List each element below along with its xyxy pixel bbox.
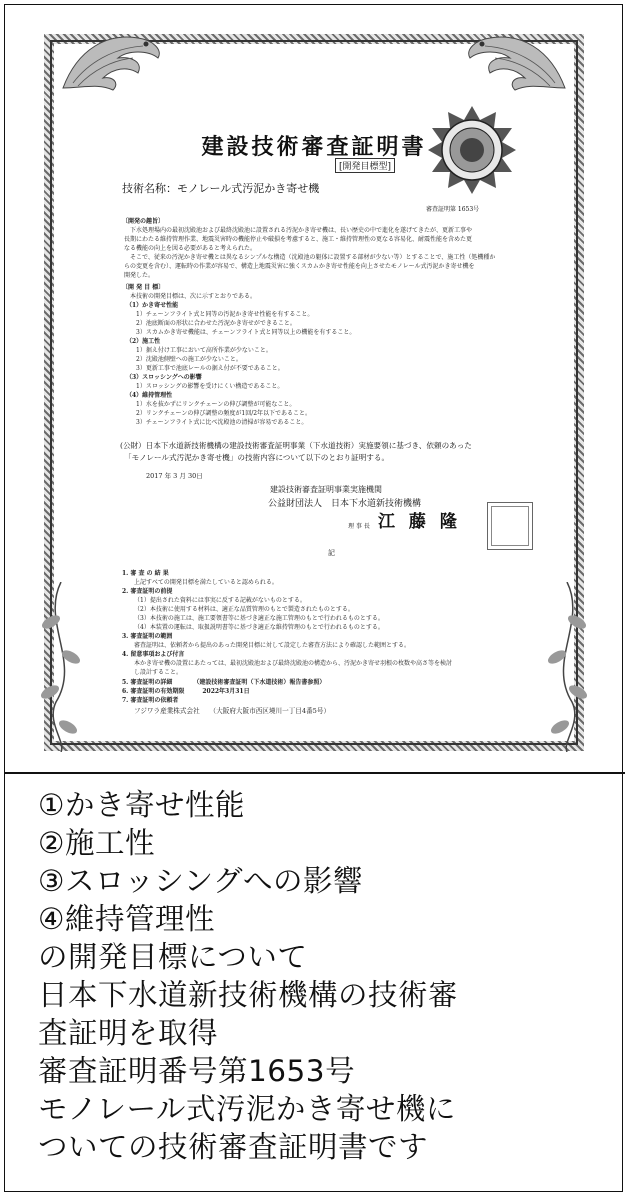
caption-line: 審査証明番号第1653号 [38, 1054, 356, 1088]
result-line: 本かき寄せ機の設置にあたっては、最初沈殿池および最終沈殿池の構造から、汚泥かき寄せ羽根の枚数や高さ等を検討 [134, 660, 453, 667]
goal-line: 2）沈殿池側壁への施工が少ないこと。 [136, 356, 242, 363]
signer-name: 江 藤 隆 [378, 512, 461, 532]
org-line: 建設技術審査証明事業実施機関 [270, 485, 382, 494]
caption-line: 日本下水道新技術機構の技術審 [38, 978, 459, 1012]
ki-mark: 記 [328, 549, 335, 557]
goal-line: 3）スカムかき寄せ機能は、チェーンフライト式と同等以上の機能を有すること。 [136, 329, 356, 336]
goal-line: 3）更新工事で池底レールの据え付が不要であること。 [136, 365, 284, 372]
result-line: 6. 審査証明の有効期限 2022年3月31日 [122, 688, 250, 695]
goal-line: 1）据え付け工事において高所作業が少ないこと。 [136, 347, 272, 354]
goal-line: （4）維持管理性 [126, 392, 173, 399]
result-line: 2. 審査証明の前提 [122, 588, 173, 595]
result-line: 4. 留意事項および付言 [122, 651, 185, 658]
issue-date: 2017 年 3 月 30日 [146, 472, 203, 480]
caption-line: ついての技術審査証明書です [38, 1130, 429, 1164]
org-name: 公益財団法人 日本下水道新技術機構 [268, 499, 422, 509]
section-heading: 〔開 発 目 標〕 [122, 284, 165, 291]
goal-line: （2）施工性 [126, 338, 161, 345]
result-line: 上記すべての開発目標を満たしていると認められる。 [134, 579, 278, 586]
goal-line: （3）スロッシングへの影響 [126, 374, 202, 381]
leaf-ornament-icon [542, 582, 592, 752]
result-line: し設計すること。 [134, 669, 183, 676]
technology-name: 技術名称：モノレール式汚泥かき寄せ機 [122, 182, 320, 195]
caption-line: の開発目標について [38, 940, 308, 974]
caption-line: ②施工性 [38, 826, 155, 860]
goal-line: 本技術の開発目標は、次に示すとおりである。 [130, 293, 257, 300]
purpose-line: 下水処理場内の最初沈殿池および最終沈殿池に設置される汚泥かき寄せ機は、長い歴史の中で進化を遂げてきたが、更新工事や [130, 227, 473, 234]
result-line: 5. 審査証明の詳細 （建設技術審査証明（下水道技術）報告書参照） [122, 679, 326, 686]
caption-line: ①かき寄せ性能 [38, 788, 245, 822]
purpose-line: そこで、従来の汚泥かき寄せ機とは異なるシンプルな構造（沈殿池の躯体に設置する部材が少ない等）とすることで、施工性（処機種か [130, 254, 496, 261]
result-line: （1）提出された資料には事実に反する記載がないものとする。 [134, 597, 306, 604]
leaf-ornament-icon [36, 582, 86, 752]
official-stamp-icon [487, 502, 533, 550]
result-line: （4）本装置の運転は、取扱説明書等に基づき適正な維持管理のもとで行われるものとする。 [134, 624, 384, 631]
purpose-line: 長期にわたる維持管理作業、地震災害時の機能停止や破損を考慮すると、施工・維持管理性の更なる容易化、耐震性能を含めた更 [124, 236, 473, 243]
certificate-subtitle: [開発目標型] [335, 158, 395, 173]
signer-title: 理 事 長 [348, 523, 370, 530]
goal-line: 3）チェーンフライト式に比べ沈殿池の清掃が容易であること。 [136, 419, 308, 426]
certificate-image [30, 22, 598, 762]
caption-line: モノレール式汚泥かき寄せ機に [38, 1092, 456, 1126]
goal-line: 2）池底断面の形状に合わせた汚泥かき寄せができること。 [136, 320, 296, 327]
goal-line: 2）リンクチェーンの伸び調整の頻度が1回/2年以下であること。 [136, 410, 312, 417]
caption-text [38, 786, 604, 1166]
phoenix-ornament-icon [58, 28, 168, 98]
seal-number: 審査証明第 1653号 [426, 206, 480, 213]
section-heading: 〔開発の趣旨〕 [122, 218, 165, 225]
statement-line: (公財）日本下水道新技術機構の建設技術審査証明事業（下水道技術）実施要領に基づき、依頼のあった [120, 441, 472, 450]
goal-line: 1）スロッシングの影響を受けにくい構造であること。 [136, 383, 284, 390]
caption-line: ④維持管理性 [38, 902, 215, 936]
result-line: 1. 審 査 の 結 果 [122, 570, 169, 577]
result-line: （3）本技術の施工は、施工要領書等に基づき適正な施工管理のもとで行われるものとする。 [134, 615, 384, 622]
statement-line: 「モノレール式汚泥かき寄せ機」の技術内容について以下のとおり証明する。 [124, 453, 390, 462]
certificate-title: 建設技術審査証明書 [201, 134, 427, 160]
goal-line: （1）かき寄せ性能 [126, 302, 179, 309]
section-divider [4, 772, 625, 774]
goal-line: 1）水を抜かずにリンクチェーンの伸び調整が可能なこと。 [136, 401, 296, 408]
caption-line: ③スロッシングへの影響 [38, 864, 364, 898]
result-line: （2）本技術に使用する材料は、適正な品質管理のもとで製造されたものとする。 [134, 606, 354, 613]
purpose-line: らの変更を含む）、運転時の作業が容易で、構造上地震災害に強くスカムかき寄せ性能を向上させたモノレール式汚泥かき寄せ機を [124, 263, 475, 270]
result-line: フジワラ産業株式会社 （大阪府大阪市西区境川一丁目4番5号） [134, 707, 331, 715]
purpose-line: 開発した。 [124, 272, 155, 279]
caption-line: 査証明を取得 [38, 1016, 219, 1050]
certificate-seal-icon [428, 106, 516, 194]
goal-line: 1）チェーンフライト式と同等の汚泥かき寄せ性能を有すること。 [136, 311, 314, 318]
result-line: 3. 審査証明の範囲 [122, 633, 173, 640]
result-line: 審査証明は、依頼者から提出のあった開発目標に対して設定した審査方法により確認した範囲とする。 [134, 642, 410, 649]
phoenix-ornament-icon [460, 28, 570, 98]
result-line: 7. 審査証明の依頼者 [122, 697, 179, 704]
purpose-line: なる機能の向上を図る必要があると考えられた。 [124, 245, 257, 252]
